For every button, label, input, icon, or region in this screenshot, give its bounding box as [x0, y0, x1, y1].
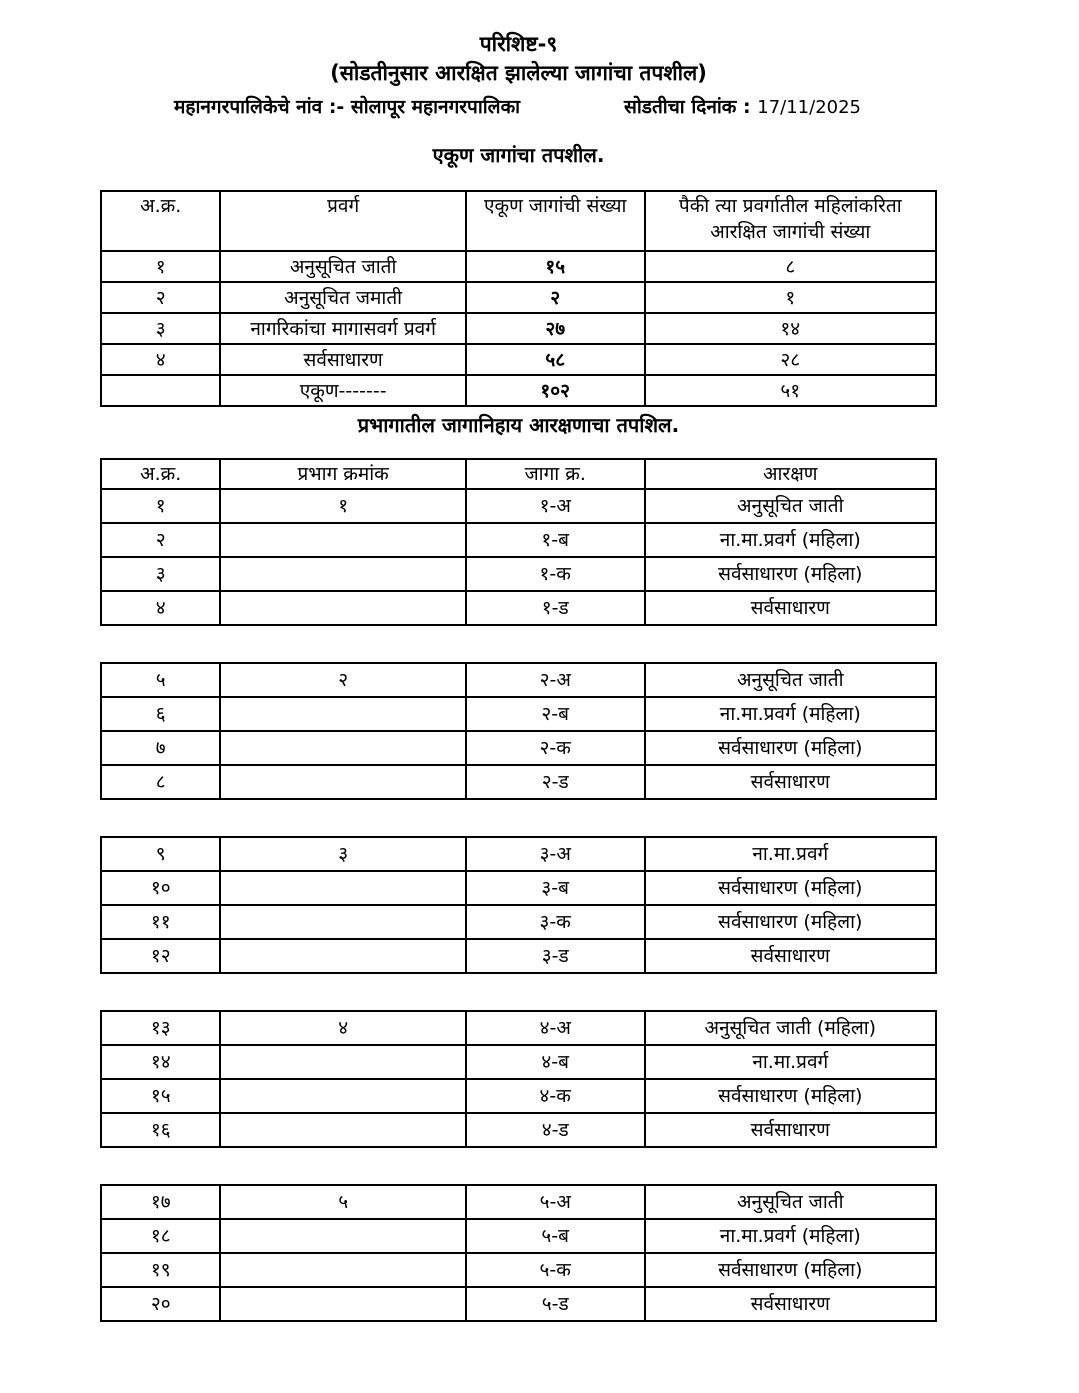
table-cell: २८	[645, 344, 936, 375]
table-row	[101, 765, 936, 799]
table-row	[101, 1185, 936, 1219]
table-cell: ना.मा.प्रवर्ग (महिला)	[645, 523, 936, 557]
info-row	[100, 95, 937, 120]
table-row	[101, 1219, 936, 1253]
table-cell: १५	[466, 251, 645, 282]
table-cell: १	[101, 251, 220, 282]
municipality-name: महानगरपालिकेचे नांव :- सोलापूर महानगरपालिका	[174, 96, 521, 118]
table-cell: सर्वसाधारण (महिला)	[645, 871, 936, 905]
table-cell: २-ब	[466, 697, 645, 731]
table-cell: नागरिकांचा मागासवर्ग प्रवर्ग	[220, 313, 465, 344]
table-cell: ९	[101, 837, 220, 871]
table-row	[101, 837, 936, 871]
table-cell: १७	[101, 1185, 220, 1219]
column-header-category: प्रवर्ग	[220, 191, 465, 251]
page-title: परिशिष्ट-९	[479, 32, 558, 56]
draw-date-label: सोडतीचा दिनांक :	[624, 96, 751, 118]
table-cell: ५१	[645, 375, 936, 406]
table-cell: १५	[101, 1079, 220, 1113]
table-cell	[220, 1287, 465, 1321]
section-heading-total-seats: एकूण जागांचा तपशील.	[432, 143, 605, 167]
table-cell: १८	[101, 1219, 220, 1253]
table-cell: ना.मा.प्रवर्ग	[645, 837, 936, 871]
table-row	[101, 1079, 936, 1113]
table-cell: १-ब	[466, 523, 645, 557]
table-cell: सर्वसाधारण	[645, 1287, 936, 1321]
table-row	[101, 557, 936, 591]
table-cell: सर्वसाधारण	[645, 591, 936, 625]
draw-date	[624, 95, 861, 120]
table-cell: सर्वसाधारण (महिला)	[645, 1253, 936, 1287]
ward-table-block-1	[100, 458, 937, 626]
table-cell: अनुसूचित जमाती	[220, 282, 465, 313]
table-cell: ११	[101, 905, 220, 939]
table-row	[101, 663, 936, 697]
column-header-serial: अ.क्र.	[101, 191, 220, 251]
table-cell	[220, 731, 465, 765]
table-cell: एकूण-------	[220, 375, 465, 406]
table-cell: ४-अ	[466, 1011, 645, 1045]
table-cell	[220, 905, 465, 939]
table-cell: २०	[101, 1287, 220, 1321]
table-cell: १-क	[466, 557, 645, 591]
table-cell: २७	[466, 313, 645, 344]
table-cell: १९	[101, 1253, 220, 1287]
table-cell: ५-क	[466, 1253, 645, 1287]
table-cell	[220, 1113, 465, 1147]
table-cell: ५८	[466, 344, 645, 375]
column-header-serial: अ.क्र.	[101, 459, 220, 489]
table-cell: ५	[101, 663, 220, 697]
table-cell: ४-ब	[466, 1045, 645, 1079]
table-row	[101, 282, 936, 313]
table-cell: २	[101, 523, 220, 557]
table-cell: ना.मा.प्रवर्ग (महिला)	[645, 697, 936, 731]
table-row	[101, 251, 936, 282]
table-cell: ६	[101, 697, 220, 731]
table-row	[101, 731, 936, 765]
table-cell	[220, 1219, 465, 1253]
table-row	[101, 489, 936, 523]
table-cell: अनुसूचित जाती	[645, 663, 936, 697]
summary-header-row	[101, 191, 936, 251]
table-cell: १०	[101, 871, 220, 905]
table-cell	[220, 765, 465, 799]
table-cell: सर्वसाधारण (महिला)	[645, 731, 936, 765]
table-cell: ८	[101, 765, 220, 799]
table-cell: २-ड	[466, 765, 645, 799]
table-row	[101, 523, 936, 557]
table-row	[101, 939, 936, 973]
ward-header-row	[101, 459, 936, 489]
table-cell: अनुसूचित जाती	[645, 1185, 936, 1219]
table-cell: १०२	[466, 375, 645, 406]
table-cell: सर्वसाधारण (महिला)	[645, 557, 936, 591]
table-cell: १-अ	[466, 489, 645, 523]
table-cell: १४	[101, 1045, 220, 1079]
table-cell: सर्वसाधारण	[220, 344, 465, 375]
ward-table-block-3	[100, 836, 937, 974]
table-row	[101, 1253, 936, 1287]
table-cell	[101, 375, 220, 406]
table-cell: ३	[101, 557, 220, 591]
table-cell: ३-ड	[466, 939, 645, 973]
page-subtitle: (सोडतीनुसार आरक्षित झालेल्या जागांचा तपशील)	[330, 61, 707, 85]
table-row	[101, 375, 936, 406]
table-cell: १४	[645, 313, 936, 344]
table-cell: ४	[101, 344, 220, 375]
column-header-total-seats: एकूण जागांची संख्या	[466, 191, 645, 251]
column-header-women-reserved: पैकी त्या प्रवर्गातील महिलांकरिता आरक्षित जागांची संख्या	[645, 191, 936, 251]
table-row	[101, 313, 936, 344]
table-cell: ३-ब	[466, 871, 645, 905]
table-cell: ५-ड	[466, 1287, 645, 1321]
table-row	[101, 1113, 936, 1147]
table-row	[101, 1045, 936, 1079]
table-row	[101, 591, 936, 625]
table-cell: ७	[101, 731, 220, 765]
table-cell: अनुसूचित जाती	[220, 251, 465, 282]
table-cell: ३	[101, 313, 220, 344]
table-cell: १	[101, 489, 220, 523]
table-cell: अनुसूचित जाती	[645, 489, 936, 523]
ward-table-block-5	[100, 1184, 937, 1322]
table-cell: २	[220, 663, 465, 697]
table-cell: अनुसूचित जाती (महिला)	[645, 1011, 936, 1045]
table-cell: ४-क	[466, 1079, 645, 1113]
table-cell: २	[101, 282, 220, 313]
table-cell: १२	[101, 939, 220, 973]
column-header-reservation: आरक्षण	[645, 459, 936, 489]
table-cell: ८	[645, 251, 936, 282]
ward-table-block-2	[100, 662, 937, 800]
table-row	[101, 1287, 936, 1321]
column-header-seat-number: जागा क्र.	[466, 459, 645, 489]
table-cell: ४	[220, 1011, 465, 1045]
table-cell: २-क	[466, 731, 645, 765]
table-cell	[220, 523, 465, 557]
table-cell	[220, 697, 465, 731]
table-cell: सर्वसाधारण	[645, 939, 936, 973]
draw-date-value: 17/11/2025	[757, 97, 861, 118]
table-cell: ५	[220, 1185, 465, 1219]
summary-table	[100, 190, 937, 407]
table-cell: सर्वसाधारण	[645, 765, 936, 799]
table-cell: २-अ	[466, 663, 645, 697]
table-row	[101, 905, 936, 939]
table-cell: ३-अ	[466, 837, 645, 871]
table-cell: ५-ब	[466, 1219, 645, 1253]
table-cell: ४-ड	[466, 1113, 645, 1147]
table-cell: १	[220, 489, 465, 523]
table-cell: २	[466, 282, 645, 313]
table-cell: १६	[101, 1113, 220, 1147]
table-row	[101, 697, 936, 731]
table-cell	[220, 1253, 465, 1287]
table-cell: ४	[101, 591, 220, 625]
table-cell: ३	[220, 837, 465, 871]
table-cell: ना.मा.प्रवर्ग	[645, 1045, 936, 1079]
table-cell: सर्वसाधारण (महिला)	[645, 905, 936, 939]
table-cell	[220, 1079, 465, 1113]
table-cell	[220, 939, 465, 973]
table-cell	[220, 1045, 465, 1079]
column-header-ward-number: प्रभाग क्रमांक	[220, 459, 465, 489]
table-cell: १	[645, 282, 936, 313]
table-cell: सर्वसाधारण (महिला)	[645, 1079, 936, 1113]
table-cell: १३	[101, 1011, 220, 1045]
table-row	[101, 344, 936, 375]
table-cell	[220, 871, 465, 905]
table-row	[101, 871, 936, 905]
section-heading-ward-reservation: प्रभागातील जागानिहाय आरक्षणाचा तपशिल.	[357, 413, 680, 437]
ward-table-block-4	[100, 1010, 937, 1148]
table-cell	[220, 591, 465, 625]
table-cell: ३-क	[466, 905, 645, 939]
table-cell: १-ड	[466, 591, 645, 625]
table-cell: ना.मा.प्रवर्ग (महिला)	[645, 1219, 936, 1253]
table-cell: ५-अ	[466, 1185, 645, 1219]
table-cell	[220, 557, 465, 591]
table-cell: सर्वसाधारण	[645, 1113, 936, 1147]
table-row	[101, 1011, 936, 1045]
